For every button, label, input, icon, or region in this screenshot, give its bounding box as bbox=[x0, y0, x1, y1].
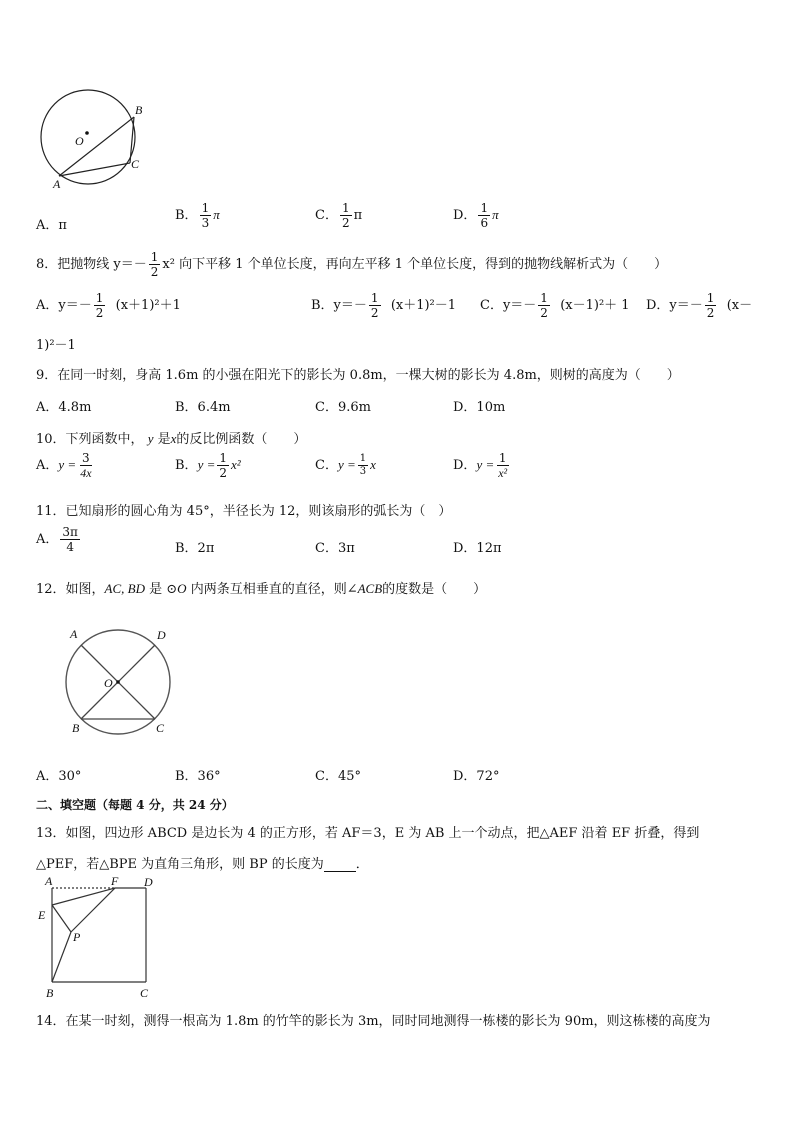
q8-option-d[interactable]: D．y＝－ $\frac{1}{2}$ (x－ bbox=[646, 291, 753, 320]
q13-stem-line1: 13．如图，四边形 ABCD 是边长为 4 的正方形，若 AF＝3，E 为 AB 上一个动点，把△AEF 沿着 EF 折叠，得到 bbox=[36, 826, 700, 841]
q9-option-d[interactable]: D．10m bbox=[453, 400, 506, 415]
label-B: B bbox=[135, 103, 143, 117]
q9-option-c[interactable]: C．9.6m bbox=[315, 400, 371, 415]
q10-option-c[interactable]: C．y = $\frac{1}{3}$ x bbox=[315, 453, 376, 477]
q8-option-d-wrap: 1)²－1 bbox=[36, 338, 76, 353]
q11-stem: 11．已知扇形的圆心角为 45°，半径长为 12，则该扇形的弧长为（ ） bbox=[36, 504, 452, 519]
q8-option-c[interactable]: C．y＝－ $\frac{1}{2}$ (x－1)²＋ 1 bbox=[480, 291, 630, 320]
q12-stem: 12．如图，AC, BD 是 ⊙O 内两条互相垂直的直径，则∠ACB的度数是（ ） bbox=[36, 581, 487, 597]
label-P: P bbox=[73, 930, 81, 944]
q8-option-a[interactable]: A．y＝－ $\frac{1}{2}$ (x＋1)²＋1 bbox=[36, 291, 181, 320]
q11-option-d[interactable]: D．12π bbox=[453, 541, 502, 556]
q13-square-figure bbox=[36, 873, 160, 1001]
q7-option-a[interactable]: A．π bbox=[36, 218, 67, 233]
label-O: O bbox=[104, 676, 113, 690]
label-A: A bbox=[70, 627, 78, 641]
q12-option-d[interactable]: D．72° bbox=[453, 769, 500, 784]
q10-option-a[interactable]: A．y = $\frac{3}{4x}$ bbox=[36, 451, 92, 480]
label-F: F bbox=[111, 874, 119, 888]
q7-option-c[interactable]: C． $\frac{1}{2}$ π bbox=[315, 201, 363, 230]
section-title: 二、填空题（每题 4 分，共 24 分） bbox=[36, 798, 234, 812]
label-C: C bbox=[140, 986, 149, 1000]
q12-circle-figure bbox=[60, 622, 180, 742]
label-D: D bbox=[157, 628, 166, 642]
q14-stem: 14．在某一时刻，测得一根高为 1.8m 的竹竿的影长为 3m，同时同地测得一栋楼的影长为 90m，则这栋楼的高度为 bbox=[36, 1014, 711, 1029]
q12-option-a[interactable]: A．30° bbox=[36, 769, 82, 784]
q13-stem-line2: △PEF，若△BPE 为直角三角形，则 BP 的长度为 ． bbox=[36, 857, 369, 872]
label-O: O bbox=[75, 134, 84, 148]
label-B: B bbox=[46, 986, 54, 1000]
q9-option-a[interactable]: A．4.8m bbox=[36, 400, 92, 415]
q7-option-b[interactable]: B． $\frac{1}{3}$ π bbox=[175, 201, 220, 230]
label-A: A bbox=[45, 874, 53, 888]
q10-stem: 10．下列函数中， y 是x的反比例函数（ ） bbox=[36, 431, 307, 447]
label-A: A bbox=[53, 177, 61, 191]
q9-stem: 9．在同一时刻，身高 1.6m 的小强在阳光下的影长为 0.8m，一棵大树的影长为 4.8m，则树的高度为（ ） bbox=[36, 368, 680, 383]
q8-stem: 8．把抛物线 y＝－ $\frac{1}{2}$ x² 向下平移 1 个单位长度，再向左平移 1 个单位长度，得到的抛物线解析式为（ ） bbox=[36, 250, 668, 279]
q11-option-c[interactable]: C．3π bbox=[315, 541, 355, 556]
answer-blank[interactable] bbox=[324, 859, 356, 872]
label-B: B bbox=[72, 721, 80, 735]
q10-option-d[interactable]: D．y = $\frac{1}{\text{x²}}$ bbox=[453, 451, 508, 480]
q11-option-a[interactable]: A． $\frac{3\pi}{4}$ bbox=[36, 525, 78, 554]
label-D: D bbox=[144, 875, 153, 889]
label-C: C bbox=[156, 721, 165, 735]
q7-circle-figure bbox=[33, 88, 153, 193]
q7-option-d[interactable]: D． $\frac{1}{6}$ π bbox=[453, 201, 499, 230]
q10-option-b[interactable]: B．y = $\frac{1}{2}$ x² bbox=[175, 451, 241, 480]
label-C: C bbox=[131, 157, 140, 171]
q11-option-b[interactable]: B．2π bbox=[175, 541, 215, 556]
q12-option-c[interactable]: C．45° bbox=[315, 769, 361, 784]
label-E: E bbox=[38, 908, 46, 922]
q9-option-b[interactable]: B．6.4m bbox=[175, 400, 231, 415]
q8-option-b[interactable]: B．y＝－ $\frac{1}{2}$ (x＋1)²－1 bbox=[311, 291, 457, 320]
q12-option-b[interactable]: B．36° bbox=[175, 769, 221, 784]
